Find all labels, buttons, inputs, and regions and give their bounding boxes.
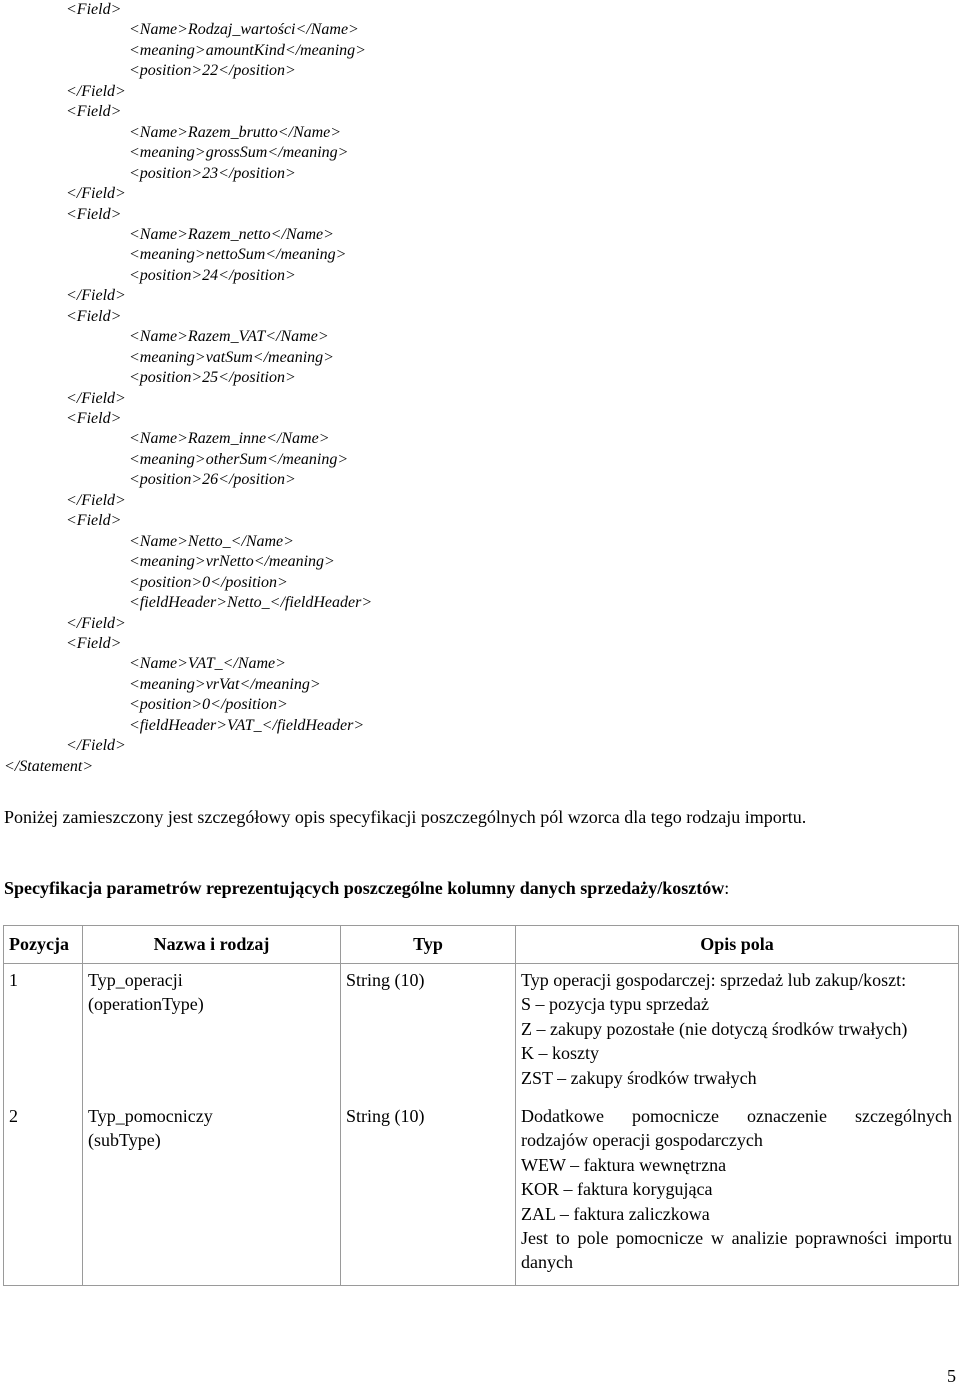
- name-line: Typ_operacji: [88, 970, 183, 990]
- table-row: [4, 1100, 959, 1285]
- code-line: <meaning>nettoSum</meaning>: [129, 246, 347, 264]
- code-line: <meaning>vatSum</meaning>: [129, 348, 334, 366]
- spec-table: [3, 925, 959, 1286]
- code-line: </Field>: [66, 614, 126, 632]
- code-line: <fieldHeader>Netto_</fieldHeader>: [129, 594, 373, 612]
- cell-position: 2: [4, 1100, 83, 1285]
- spec-heading-bold: Specyfikacja parametrów reprezentujących poszczególne kolumny danych sprzedaży/kosztów: [4, 878, 725, 898]
- cell-type: String (10): [341, 1100, 516, 1285]
- code-line: <Field>: [66, 1, 122, 18]
- code-line: <Name>Razem_netto</Name>: [129, 225, 334, 243]
- description-line: Typ operacji gospodarczej: sprzedaż lub zakup/koszt:: [521, 970, 907, 990]
- description-line: Z – zakupy pozostałe (nie dotyczą środków trwałych): [521, 1018, 908, 1039]
- name-line: (operationType): [88, 994, 204, 1015]
- header-type: Typ: [341, 926, 516, 964]
- code-line: </Field>: [66, 737, 126, 755]
- code-line: <Field>: [66, 512, 122, 530]
- cell-type: String (10): [341, 964, 516, 1101]
- code-line: </Field>: [66, 491, 126, 509]
- code-line: <meaning>grossSum</meaning>: [129, 144, 349, 162]
- code-line: <position>24</position>: [129, 266, 296, 284]
- spec-heading-suffix: :: [724, 878, 730, 898]
- description-line: KOR – faktura korygująca: [521, 1179, 713, 1200]
- cell-name: [83, 964, 341, 1101]
- code-line: </Field>: [66, 287, 126, 305]
- intro-paragraph: Poniżej zamieszczony jest szczegółowy opis specyfikacji poszczególnych pól wzorca dla tego rodzaju importu.: [4, 807, 807, 827]
- header-position: Pozycja: [4, 926, 83, 964]
- table-row: [4, 964, 959, 1101]
- description-line: S – pozycja typu sprzedaż: [521, 994, 709, 1015]
- code-line: <position>22</position>: [129, 62, 296, 80]
- cell-description: [516, 964, 959, 1101]
- cell-name: [83, 1100, 341, 1285]
- code-line: <Field>: [66, 307, 122, 325]
- description-line: Jest to pole pomocnicze w analizie poprawności importu danych: [521, 1228, 952, 1273]
- description-line: Dodatkowe pomocnicze oznaczenie szczególnych rodzajów operacji gospodarczych: [521, 1106, 952, 1151]
- description-line: K – koszty: [521, 1043, 599, 1064]
- description-line: WEW – faktura wewnętrzna: [521, 1154, 727, 1175]
- code-line: <fieldHeader>VAT_</fieldHeader>: [129, 716, 365, 734]
- code-line: <Name>Razem_inne</Name>: [129, 430, 330, 448]
- header-description: Opis pola: [516, 926, 959, 964]
- header-name: Nazwa i rodzaj: [83, 926, 341, 964]
- code-line: <position>0</position>: [129, 573, 288, 591]
- code-line: <Field>: [66, 205, 122, 223]
- code-line: <position>26</position>: [129, 471, 296, 489]
- code-line: <position>0</position>: [129, 696, 288, 714]
- code-line: <position>25</position>: [129, 369, 296, 387]
- name-line: Typ_pomocniczy: [88, 1106, 213, 1127]
- code-line: <Field>: [66, 634, 122, 652]
- code-line: </Field>: [66, 185, 126, 203]
- description-line: ZAL – faktura zaliczkowa: [521, 1203, 710, 1224]
- code-line: <Name>Razem_VAT</Name>: [129, 328, 329, 346]
- code-line: <position>23</position>: [129, 164, 296, 182]
- code-line: <meaning>vrVat</meaning>: [129, 675, 321, 693]
- code-line: </Field>: [66, 389, 126, 407]
- code-line: </Field>: [66, 82, 126, 100]
- spec-table-header-row: [4, 926, 959, 964]
- code-line: <Field>: [66, 103, 122, 121]
- spec-heading: [4, 876, 729, 900]
- page-number: 5: [947, 1366, 956, 1386]
- description-line: ZST – zakupy środków trwałych: [521, 1067, 757, 1088]
- code-line: <meaning>otherSum</meaning>: [129, 450, 349, 468]
- code-line: <meaning>vrNetto</meaning>: [129, 553, 335, 571]
- name-line: (subType): [88, 1130, 161, 1151]
- cell-description: [516, 1100, 959, 1285]
- code-line: <Name>Rodzaj_wartości</Name>: [129, 21, 359, 39]
- code-line: <Name>Netto_</Name>: [129, 532, 294, 550]
- cell-position: 1: [4, 964, 83, 1101]
- code-line: <Name>Razem_brutto</Name>: [129, 123, 342, 141]
- code-line: <Field>: [66, 410, 122, 427]
- code-line: </Statement>: [4, 757, 94, 775]
- code-line: <meaning>amountKind</meaning>: [129, 41, 366, 59]
- code-line: <Name>VAT_</Name>: [129, 655, 286, 673]
